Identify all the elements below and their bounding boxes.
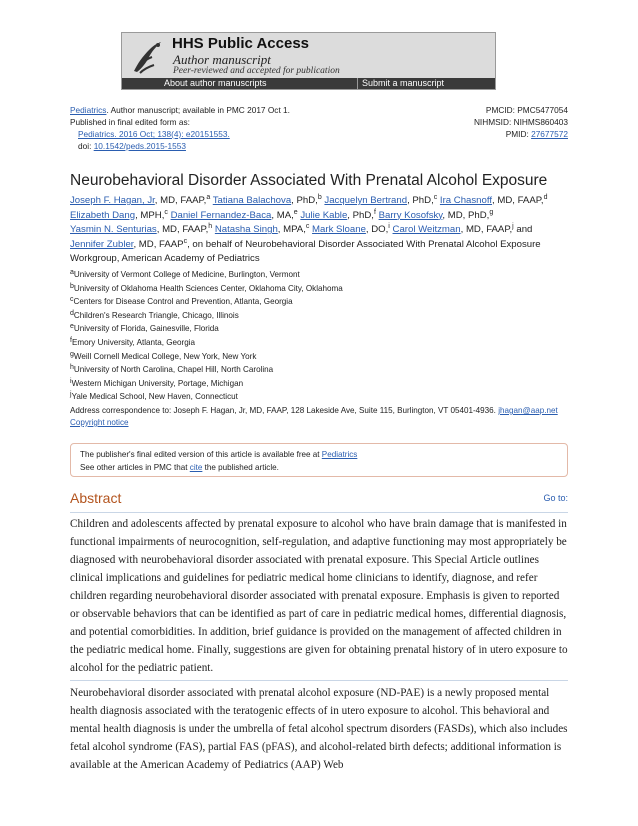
affiliation-item (70, 377, 570, 391)
affiliation-text: University of Florida, Gainesville, Florida (73, 324, 219, 334)
affiliation-text: University of Vermont College of Medicine, Burlington, Vermont (73, 270, 300, 279)
author-link[interactable]: Mark Sloane (312, 224, 366, 236)
affiliation-text: Western Michigan University, Portage, Michigan (71, 378, 244, 388)
author-link[interactable]: Daniel Fernandez-Baca (170, 209, 272, 221)
author-degree: , MD, FAAP, (492, 195, 544, 206)
author-link[interactable]: Julie Kable (300, 209, 348, 221)
affiliation-text: Centers for Disease Control and Prevention, Atlanta, Georgia (73, 297, 293, 307)
author-degree: , MD, FAAP, (154, 195, 207, 206)
author-degree: , PhD, (291, 195, 318, 206)
publisher-link[interactable]: Pediatrics (321, 450, 358, 459)
affil-mark: h (208, 223, 213, 231)
affiliation-text: Weill Cornell Medical College, New York, New York (73, 351, 257, 361)
publisher-version-box (70, 443, 568, 477)
author-link[interactable]: Natasha Singh (214, 224, 278, 236)
author-degree: , PhD, (347, 209, 374, 221)
author-degree: , MPH, (135, 209, 165, 221)
affiliation-item (70, 309, 570, 323)
affiliation-item (70, 336, 570, 350)
correspondence (70, 404, 570, 418)
cite-note-start: See other articles in PMC that (80, 462, 190, 472)
affil-mark: c (70, 296, 74, 304)
pmid-link[interactable]: 27677572 (531, 129, 568, 139)
author-link[interactable]: Jennifer Zubler (70, 238, 134, 250)
goto-link[interactable]: Go to: (543, 493, 568, 503)
copyright-notice-link[interactable]: Copyright notice (70, 418, 129, 427)
pmcid: PMCID: PMC5477054 (485, 105, 568, 115)
affil-mark: f (373, 208, 376, 216)
author-link[interactable]: Barry Kosofsky (378, 209, 443, 221)
cite-note-end: the published article. (202, 462, 279, 472)
workgroup-statement: , on behalf of Neurobehavioral Disorder Associated With Prenatal Alcohol Exposure Workgroup, American Academy of Pediatrics (70, 238, 541, 265)
author-list (70, 194, 570, 267)
about-author-manuscripts-button[interactable]: About author manuscripts (164, 78, 267, 88)
affiliation-text: University of North Carolina, Chapel Hill, North Carolina (73, 365, 274, 375)
correspondence-text: Address correspondence to: Joseph F. Hagan, Jr, MD, FAAP, 128 Lakeside Ave, Suite 115, Burlington, VT 05401-4936. (70, 405, 499, 415)
hhs-eagle-logo-icon (128, 37, 164, 77)
author-link[interactable]: Yasmin N. Senturias (70, 224, 157, 236)
citation-meta (70, 104, 290, 152)
affil-mark: c (183, 237, 188, 245)
author-link[interactable]: Tatiana Balachova (212, 195, 292, 206)
email-link[interactable]: jhagan@aap.net (498, 405, 558, 415)
nihmsid: NIHMSID: NIHMS860403 (473, 117, 568, 127)
publisher-note: The publisher's final edited version of this article is available free at (80, 450, 322, 459)
affiliation-text: Yale Medical School, New Haven, Connecticut (71, 392, 238, 402)
banner-button-bar (122, 78, 495, 89)
affil-mark: c (433, 194, 438, 201)
submit-manuscript-button[interactable]: Submit a manuscript (362, 78, 445, 88)
published-label: Published in final edited form as: (70, 117, 190, 127)
author-link[interactable]: Ira Chasnoff (439, 195, 493, 206)
identifier-meta (474, 104, 568, 140)
affil-mark: e (293, 208, 298, 216)
doi-label: doi: (78, 141, 94, 151)
cite-link[interactable]: cite (189, 462, 203, 472)
affil-mark: e (70, 323, 74, 331)
affil-mark: j (512, 223, 514, 231)
abstract-heading: Abstract (70, 490, 122, 506)
author-link[interactable]: Jacquelyn Bertrand (324, 195, 408, 206)
author-conjunction: and (513, 224, 533, 236)
affiliation-item (70, 363, 570, 377)
affil-mark: i (70, 377, 72, 385)
affil-mark: h (70, 364, 74, 372)
author-degree: , MD, FAAP (133, 238, 184, 250)
affiliation-item (70, 350, 570, 364)
banner-separator (357, 78, 358, 89)
affil-mark: b (317, 194, 322, 201)
affil-mark: j (70, 391, 72, 399)
affiliation-item (70, 282, 570, 296)
affil-mark: i (388, 223, 390, 231)
affil-mark: f (70, 336, 72, 344)
affil-mark: b (70, 282, 74, 290)
affil-mark: a (70, 269, 74, 276)
banner-subtitle: Author manuscript (173, 52, 271, 67)
affiliation-text: Emory University, Atlanta, Georgia (71, 337, 196, 347)
hhs-banner (121, 32, 496, 90)
manuscript-availability: . Author manuscript; available in PMC 2017 Oct 1. (106, 105, 290, 115)
affil-mark: d (70, 309, 74, 317)
author-link[interactable]: Elizabeth Dang (70, 209, 136, 221)
author-degree: , MPA, (277, 224, 306, 236)
author-link[interactable]: Joseph F. Hagan, Jr (70, 195, 155, 206)
banner-tagline: Peer-reviewed and accepted for publication (173, 66, 340, 76)
banner-title: HHS Public Access (172, 35, 309, 52)
affiliation-item (70, 322, 570, 336)
affiliation-item (70, 268, 570, 282)
affiliation-list (70, 268, 570, 418)
author-degree: , PhD, (407, 195, 434, 206)
affil-mark: g (489, 208, 494, 216)
pmid-label: PMID: (505, 129, 532, 139)
affil-mark: c (164, 208, 168, 216)
affil-mark: a (206, 194, 211, 201)
citation-link[interactable]: Pediatrics. 2016 Oct; 138(4): e20151553. (78, 129, 230, 139)
abstract-text: Children and adolescents affected by prenatal exposure to alcohol who have brain damage that is manifested in functional impairments of neurocognition, self-regulation, and adaptive functioning may most appropriately be diagnosed with neurobehavioral disorder associated with prenatal exposure. This Special Article outlines clinical implications and guidelines for pediatric medical home clinicians to identify, diagnose, and refer children regarding neurobehavioral disorder associated with prenatal exposure. Emphasis is given to reported or observable behaviors that can be identified as part of care in pediatric medical homes, differential diagnosis, and potential comorbidities. In addition, brief guidance is provided on the management of affected children in the pediatric medical home. Finally, suggestions are given for obtaining prenatal history of in utero exposure to alcohol for the pediatric patient. (70, 518, 568, 674)
affiliation-item (70, 390, 570, 404)
affil-mark: c (305, 223, 310, 231)
section-divider (70, 680, 568, 681)
abstract-header (70, 490, 568, 513)
author-degree: , MD, FAAP, (460, 224, 513, 236)
author-degree: , MA, (271, 209, 294, 221)
journal-link[interactable]: Pediatrics (70, 105, 107, 115)
affiliation-item (70, 295, 570, 309)
author-degree: , MD, PhD, (442, 209, 490, 221)
affil-mark: d (543, 194, 548, 201)
body-paragraph: Neurobehavioral disorder associated with prenatal alcohol exposure (ND-PAE) is a newly proposed mental health diagnosis associated with the teratogenic effects of in utero exposure to alcohol. This behavioral and mental health diagnosis is under the umbrella of fetal alcohol spectrum disorders (FASDs), which also includes fetal alcohol syndrome (FAS), partial FAS (pFAS), and alcohol-related birth defects; additional information is available at the American Academy of Pediatrics (AAP) Web (70, 687, 568, 771)
affiliation-text: Children's Research Triangle, Chicago, Illinois (73, 310, 239, 320)
doi-link[interactable]: 10.1542/peds.2015-1553 (93, 141, 186, 151)
affiliation-text: University of Oklahoma Health Sciences Center, Oklahoma City, Oklahoma (73, 283, 343, 293)
article-title: Neurobehavioral Disorder Associated With Prenatal Alcohol Exposure (70, 172, 548, 189)
author-link[interactable]: Carol Weitzman (392, 224, 461, 236)
affil-mark: g (70, 350, 74, 358)
author-degree: , MD, FAAP, (156, 224, 209, 236)
author-degree: , DO, (365, 224, 389, 236)
